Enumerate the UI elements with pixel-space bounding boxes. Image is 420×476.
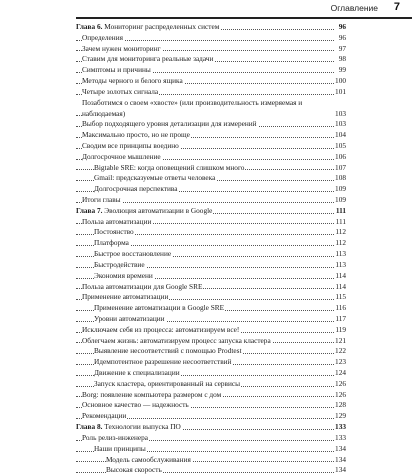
toc-chapter-entry: [76, 422, 346, 433]
toc-page-number: 111: [335, 216, 346, 226]
toc-page-number: 112: [335, 227, 346, 237]
toc-entry: [76, 195, 346, 206]
toc-entry: [76, 141, 346, 152]
chapter-title: Эволюция автоматизации в Google: [104, 205, 213, 215]
toc-page-number: 111: [335, 205, 346, 215]
toc-page-number: 106: [335, 151, 346, 161]
toc-page-number: 109: [335, 195, 346, 204]
toc-page-number: 126: [335, 378, 346, 388]
toc-entry: [76, 303, 346, 314]
toc-entry-text: Быстрое восстановление: [94, 249, 172, 259]
toc-page-number: 112: [335, 238, 346, 248]
toc-entry-text: Долгосрочная перспектива: [94, 184, 178, 194]
toc-entry: [76, 400, 346, 411]
toc-entry-text: Идемпотентное разрешение несоответствий: [94, 357, 232, 367]
toc-entry-text: Экономия времени: [94, 270, 153, 280]
toc-page-number: 100: [335, 76, 346, 86]
header-rule: [76, 17, 412, 19]
toc-entry-text: Постоянство: [94, 227, 134, 237]
toc-page-number: 96: [338, 32, 346, 42]
toc-entry-text: Borg: появление компьютера размером с дом: [82, 389, 222, 399]
toc-entry-text: Запуск кластера, ориентированный на сервисы: [94, 378, 241, 388]
toc-page-number: 113: [335, 259, 346, 269]
toc-entry: [76, 455, 346, 466]
toc-entry-text: Исключаем себя из процесса: автоматизируем все!: [82, 324, 240, 334]
toc-entry: [76, 292, 346, 303]
toc-entry: [76, 465, 346, 476]
chapter-title: Мониторинг распределенных систем: [104, 22, 220, 31]
toc-entry-text: Итоги главы: [82, 195, 121, 204]
toc-page-number: 98: [338, 54, 346, 64]
toc-entry: [76, 357, 346, 368]
toc-entry-text: Польза автоматизации для Google SRE: [82, 281, 203, 291]
toc-entry: [76, 184, 346, 195]
toc-page-number: 134: [335, 465, 346, 475]
toc-entry: [76, 336, 346, 347]
toc-page-number: 115: [335, 292, 346, 302]
toc-page-number: 123: [335, 357, 346, 367]
toc-page-number: 116: [335, 303, 346, 313]
toc-entry: [76, 346, 346, 357]
toc-entry-text: Облегчаем жизнь: автоматизируем процесс запуска кластера: [82, 335, 271, 345]
toc-page-number: 99: [338, 65, 346, 75]
running-head-title: Оглавление: [330, 3, 378, 13]
toc-entry-text: Применение автоматизации: [82, 292, 169, 302]
toc-entry-text: Платформа: [94, 238, 129, 248]
toc-entry: [76, 433, 346, 444]
toc-chapter-entry: [76, 22, 346, 33]
chapter-label: Глава 7.: [76, 205, 103, 215]
toc-page-number: 103: [335, 108, 346, 118]
toc-entry-text: Модель самообслуживания: [106, 454, 191, 464]
toc-entry-text: Gmail: предсказуемые ответы человека: [94, 173, 216, 183]
toc-page-number: 107: [335, 162, 346, 172]
toc-entry: [76, 173, 346, 184]
toc-page-number: 108: [335, 173, 346, 183]
toc-page-number: 114: [335, 270, 346, 280]
toc-entry-text: Выявление несоответствий с помощью Prodtest: [94, 346, 242, 356]
toc-entry: [76, 98, 346, 120]
toc-entry: [76, 260, 346, 271]
toc-entry-text: Выбор подходящего уровня детализации для измерений: [82, 119, 257, 129]
toc-chapter-entry: [76, 206, 346, 217]
toc-page-number: 133: [335, 432, 346, 442]
toc-page-number: 119: [335, 324, 346, 334]
toc-entry: [76, 379, 346, 390]
toc-entry: [76, 390, 346, 401]
toc-entry-text: Применение автоматизации в Google SRE: [94, 303, 225, 313]
toc-entry: [76, 249, 346, 260]
toc-entry: [76, 44, 346, 55]
toc-page-number: 114: [335, 281, 346, 291]
toc-entry-text: [76, 422, 182, 433]
toc-entry: [76, 217, 346, 228]
toc-entry: [76, 130, 346, 141]
toc-entry: [76, 444, 346, 455]
toc-entry-text: Методы черного и белого ящика: [82, 76, 183, 86]
toc-entry-text: Высокая скорость: [106, 465, 162, 475]
toc-page-number: 128: [335, 400, 346, 410]
toc-page-number: 134: [335, 443, 346, 453]
chapter-label: Глава 6.: [76, 22, 103, 31]
toc-entry-text: Четыре золотых сигнала: [82, 86, 159, 96]
toc-entry-text: Движение к специализации: [94, 368, 180, 377]
toc-entry: [76, 76, 346, 87]
toc-entry-text: Быстродействие: [94, 259, 145, 269]
toc-page-number: 134: [335, 454, 346, 464]
toc-entry: [76, 271, 346, 282]
toc-entry: [76, 411, 346, 422]
toc-page-number: 109: [335, 184, 346, 194]
toc-entry: [76, 325, 346, 336]
table-of-contents: [76, 22, 346, 476]
toc-entry: [76, 238, 346, 249]
toc-entry-text: Польза автоматизации: [82, 216, 152, 226]
toc-page-number: 97: [338, 43, 346, 53]
chapter-title: Технологии выпуска ПО: [104, 422, 181, 432]
toc-entry: [76, 163, 346, 174]
toc-page-number: 129: [335, 411, 346, 421]
toc-page-number: 104: [335, 130, 346, 140]
toc-page-number: 124: [335, 368, 346, 377]
toc-entry-text: Bigtable SRE: когда оповещений слишком много: [94, 162, 245, 172]
toc-entry-text: [76, 22, 220, 33]
toc-entry-text: [76, 206, 213, 217]
toc-entry: [76, 282, 346, 293]
running-head-page-number: 7: [393, 1, 400, 13]
chapter-label: Глава 8.: [76, 422, 103, 432]
toc-entry-text: Наши принципы: [94, 443, 146, 453]
toc-entry-text: Симптомы и причины: [82, 65, 151, 75]
toc-entry: [76, 314, 346, 325]
toc-page-number: 122: [335, 346, 346, 356]
toc-entry-text: Уровни автоматизации: [94, 313, 165, 323]
toc-page-number: 117: [335, 313, 346, 323]
toc-page-number: 101: [335, 86, 346, 96]
toc-page-number: 121: [335, 335, 346, 345]
toc-entry-text: Долгосрочное мышление: [82, 151, 161, 161]
toc-entry: [76, 54, 346, 65]
toc-entry-text: Определения: [82, 32, 123, 42]
toc-entry-text: Ставим для мониторинга реальные задачи: [82, 54, 214, 64]
toc-page-number: 105: [335, 140, 346, 150]
toc-entry: [76, 65, 346, 76]
toc-entry-text: Зачем нужен мониторинг: [82, 43, 161, 53]
toc-entry-text: Роль релиз-инженера: [82, 432, 148, 442]
toc-entry: [76, 227, 346, 238]
toc-entry-text: Рекомендации: [82, 411, 127, 421]
toc-page-number: 113: [335, 249, 346, 259]
toc-page-number: 103: [335, 119, 346, 129]
toc-page-number: 133: [335, 422, 346, 432]
toc-entry-text: Максимально просто, но не проще: [82, 130, 190, 140]
toc-page-number: 96: [338, 22, 346, 31]
toc-entry: [76, 152, 346, 163]
toc-entry-text: Позаботимся о своем «хвосте» (или производительность измеряемая и наблюдаемая): [82, 98, 343, 120]
toc-entry: [76, 368, 346, 379]
toc-entry: [76, 119, 346, 130]
toc-entry: [76, 87, 346, 98]
toc-entry-text: Основное качество — надежность: [82, 400, 189, 410]
toc-entry-text: Сводим все принципы воедино: [82, 140, 179, 150]
toc-page-number: 126: [335, 389, 346, 399]
toc-entry: [76, 33, 346, 44]
